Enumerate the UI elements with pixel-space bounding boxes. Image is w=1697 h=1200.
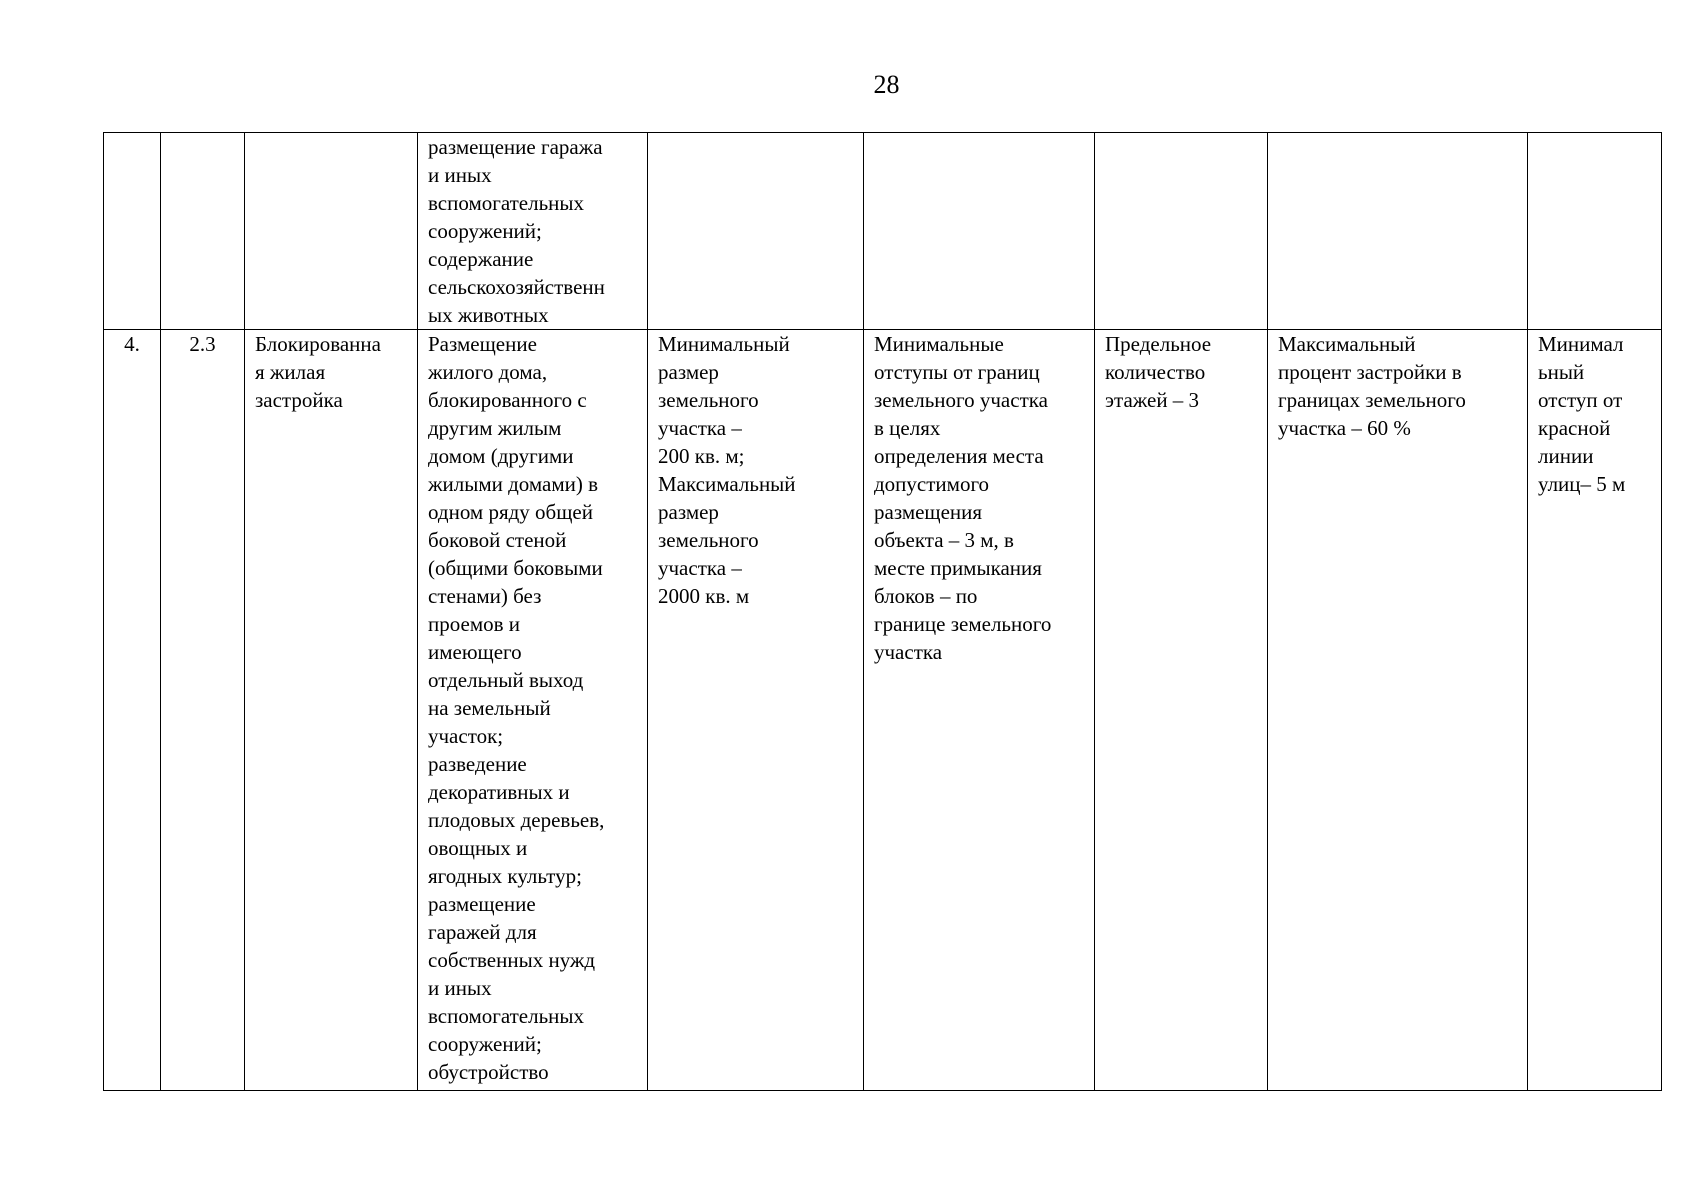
table-row-continuation — [104, 133, 1662, 330]
page-number: 28 — [873, 70, 900, 99]
cell-num: 4. — [104, 330, 161, 1091]
cell-red-line — [1528, 133, 1662, 330]
cell-name: Блокированна я жилая застройка — [245, 330, 418, 1091]
table-row-4 — [104, 330, 1662, 1091]
cell-floors — [1095, 133, 1268, 330]
zoning-table — [103, 132, 1662, 1091]
cell-coverage: Максимальный процент застройки в границах земельного участка – 60 % — [1268, 330, 1528, 1091]
cell-code: 2.3 — [161, 330, 245, 1091]
cell-code — [161, 133, 245, 330]
cell-num — [104, 133, 161, 330]
cell-setbacks — [864, 133, 1095, 330]
cell-red-line: Минимал ьный отступ от красной линии улиц– 5 м — [1528, 330, 1662, 1091]
cell-plot-size: Минимальный размер земельного участка – 200 кв. м; Максимальный размер земельного участка – 2000 кв. м — [648, 330, 864, 1091]
cell-description: размещение гаража и иных вспомогательных сооружений; содержание сельскохозяйственн ых животных — [418, 133, 648, 330]
cell-coverage — [1268, 133, 1528, 330]
cell-floors: Предельное количество этажей – 3 — [1095, 330, 1268, 1091]
cell-plot-size — [648, 133, 864, 330]
cell-description: Размещение жилого дома, блокированного с другим жилым домом (другими жилыми домами) в одном ряду общей боковой стеной (общими боковыми стенами) без проемов и имеющего отдельный выход на земельный участок; разведение декоративных и плодовых деревьев, овощных и ягодных культур; размещение гаражей для собственных нужд и иных вспомогательных сооружений; обустройство — [418, 330, 648, 1091]
cell-name — [245, 133, 418, 330]
cell-setbacks: Минимальные отступы от границ земельного участка в целях определения места допустимого размещения объекта – 3 м, в месте примыкания блоков – по границе земельного участка — [864, 330, 1095, 1091]
